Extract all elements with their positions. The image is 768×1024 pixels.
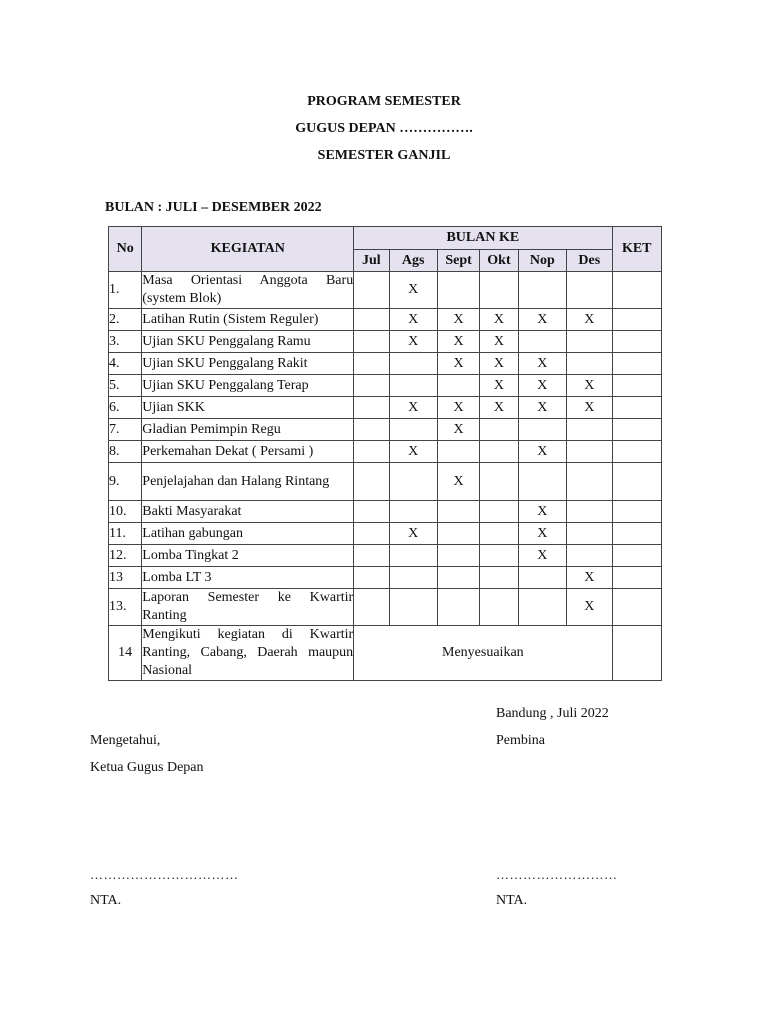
row-number: 10. bbox=[109, 501, 142, 523]
row-number: 3. bbox=[109, 331, 142, 353]
row-number: 5. bbox=[109, 375, 142, 397]
row-ket bbox=[612, 441, 662, 463]
row-activity: Bakti Masyarakat bbox=[142, 501, 354, 523]
row-activity: Latihan Rutin (Sistem Reguler) bbox=[142, 309, 354, 331]
month-cell bbox=[480, 589, 518, 626]
month-cell bbox=[518, 589, 566, 626]
month-cell: X bbox=[437, 353, 479, 375]
month-cell bbox=[567, 272, 612, 309]
month-cell bbox=[480, 501, 518, 523]
month-cell: X bbox=[389, 441, 437, 463]
month-cell bbox=[354, 353, 389, 375]
month-cell: X bbox=[480, 397, 518, 419]
month-cell bbox=[567, 545, 612, 567]
header-month: Sept bbox=[437, 250, 479, 272]
month-cell: X bbox=[518, 397, 566, 419]
month-cell bbox=[354, 375, 389, 397]
row-activity: Ujian SKK bbox=[142, 397, 354, 419]
row-activity: Perkemahan Dekat ( Persami ) bbox=[142, 441, 354, 463]
month-span-cell: Menyesuaikan bbox=[354, 626, 612, 681]
row-ket bbox=[612, 331, 662, 353]
month-cell: X bbox=[480, 375, 518, 397]
month-cell bbox=[354, 523, 389, 545]
month-cell bbox=[389, 353, 437, 375]
row-activity: Lomba Tingkat 2 bbox=[142, 545, 354, 567]
header-ket: KET bbox=[612, 227, 662, 272]
month-cell bbox=[389, 567, 437, 589]
month-cell: X bbox=[567, 397, 612, 419]
header-month: Ags bbox=[389, 250, 437, 272]
month-cell: X bbox=[518, 375, 566, 397]
month-cell: X bbox=[518, 501, 566, 523]
doc-title: PROGRAM SEMESTER bbox=[307, 94, 461, 109]
month-cell bbox=[480, 567, 518, 589]
header-month: Des bbox=[567, 250, 612, 272]
table-row bbox=[109, 375, 662, 397]
month-cell bbox=[389, 375, 437, 397]
month-cell bbox=[354, 272, 389, 309]
month-cell bbox=[437, 441, 479, 463]
month-cell: X bbox=[518, 523, 566, 545]
month-cell bbox=[354, 545, 389, 567]
row-number: 1. bbox=[109, 272, 142, 309]
pembina-label: Pembina bbox=[496, 733, 545, 748]
table-row bbox=[109, 545, 662, 567]
row-number: 11. bbox=[109, 523, 142, 545]
month-cell bbox=[567, 441, 612, 463]
row-activity: Masa Orientasi Anggota Baru (system Blok) bbox=[142, 272, 354, 309]
row-activity: Ujian SKU Penggalang Terap bbox=[142, 375, 354, 397]
doc-unit: GUGUS DEPAN ……………. bbox=[295, 121, 473, 136]
row-number: 13 bbox=[109, 567, 142, 589]
month-cell: X bbox=[437, 331, 479, 353]
month-cell: X bbox=[389, 309, 437, 331]
month-cell bbox=[518, 567, 566, 589]
month-cell: X bbox=[518, 441, 566, 463]
month-cell bbox=[567, 523, 612, 545]
left-signature-line: …………………………… bbox=[90, 867, 239, 882]
row-number: 14 bbox=[109, 626, 142, 681]
month-cell bbox=[389, 463, 437, 501]
row-number: 9. bbox=[109, 463, 142, 501]
month-cell bbox=[567, 331, 612, 353]
table-row bbox=[109, 463, 662, 501]
head-label: Ketua Gugus Depan bbox=[90, 760, 204, 775]
row-activity: Ujian SKU Penggalang Ramu bbox=[142, 331, 354, 353]
row-ket bbox=[612, 375, 662, 397]
month-cell: X bbox=[437, 397, 479, 419]
month-cell bbox=[389, 545, 437, 567]
month-cell: X bbox=[518, 545, 566, 567]
row-activity: Ujian SKU Penggalang Rakit bbox=[142, 353, 354, 375]
header-month: Nop bbox=[518, 250, 566, 272]
table-row bbox=[109, 331, 662, 353]
left-nta: NTA. bbox=[90, 893, 122, 908]
table-row bbox=[109, 589, 662, 626]
table-row bbox=[109, 441, 662, 463]
row-ket bbox=[612, 626, 662, 681]
row-activity: Penjelajahan dan Halang Rintang bbox=[142, 463, 354, 501]
month-cell: X bbox=[567, 375, 612, 397]
row-activity: Latihan gabungan bbox=[142, 523, 354, 545]
month-cell bbox=[518, 419, 566, 441]
row-ket bbox=[612, 463, 662, 501]
table-row bbox=[109, 567, 662, 589]
row-number: 6. bbox=[109, 397, 142, 419]
table-row bbox=[109, 626, 662, 681]
month-cell bbox=[480, 272, 518, 309]
month-cell bbox=[354, 463, 389, 501]
program-table bbox=[108, 226, 662, 681]
month-cell bbox=[437, 589, 479, 626]
row-number: 13. bbox=[109, 589, 142, 626]
month-cell bbox=[480, 523, 518, 545]
month-cell: X bbox=[518, 353, 566, 375]
row-ket bbox=[612, 501, 662, 523]
row-ket bbox=[612, 545, 662, 567]
month-cell bbox=[480, 463, 518, 501]
row-number: 7. bbox=[109, 419, 142, 441]
month-cell bbox=[354, 419, 389, 441]
month-cell: X bbox=[567, 589, 612, 626]
row-ket bbox=[612, 309, 662, 331]
row-ket bbox=[612, 353, 662, 375]
month-cell: X bbox=[437, 463, 479, 501]
right-nta: NTA. bbox=[496, 893, 528, 908]
row-ket bbox=[612, 419, 662, 441]
period-label: BULAN : JULI – DESEMBER 2022 bbox=[105, 200, 322, 215]
row-ket bbox=[612, 523, 662, 545]
month-cell bbox=[480, 419, 518, 441]
month-cell bbox=[518, 331, 566, 353]
month-cell: X bbox=[389, 272, 437, 309]
row-number: 8. bbox=[109, 441, 142, 463]
month-cell bbox=[567, 463, 612, 501]
header-month: Jul bbox=[354, 250, 389, 272]
table-row bbox=[109, 397, 662, 419]
row-activity: Mengikuti kegiatan di Kwartir Ranting, Cabang, Daerah maupun Nasional bbox=[142, 626, 354, 681]
month-cell bbox=[567, 501, 612, 523]
row-ket bbox=[612, 567, 662, 589]
month-cell bbox=[354, 501, 389, 523]
table-row bbox=[109, 523, 662, 545]
right-signature-line: ……………………… bbox=[496, 867, 618, 882]
month-cell bbox=[354, 309, 389, 331]
month-cell bbox=[437, 375, 479, 397]
month-cell: X bbox=[567, 309, 612, 331]
month-cell bbox=[567, 353, 612, 375]
month-cell bbox=[389, 501, 437, 523]
month-cell bbox=[437, 272, 479, 309]
month-cell: X bbox=[480, 331, 518, 353]
month-cell bbox=[354, 441, 389, 463]
row-ket bbox=[612, 589, 662, 626]
row-activity: Laporan Semester ke Kwartir Ranting bbox=[142, 589, 354, 626]
month-cell bbox=[518, 463, 566, 501]
month-cell bbox=[480, 545, 518, 567]
row-number: 2. bbox=[109, 309, 142, 331]
place-date: Bandung , Juli 2022 bbox=[496, 706, 609, 721]
table-row bbox=[109, 419, 662, 441]
month-cell: X bbox=[389, 331, 437, 353]
month-cell: X bbox=[437, 419, 479, 441]
month-cell: X bbox=[389, 523, 437, 545]
header-activity: KEGIATAN bbox=[142, 227, 354, 272]
row-ket bbox=[612, 272, 662, 309]
month-cell bbox=[354, 589, 389, 626]
row-number: 12. bbox=[109, 545, 142, 567]
month-cell: X bbox=[437, 309, 479, 331]
month-cell bbox=[354, 567, 389, 589]
month-cell bbox=[518, 272, 566, 309]
header-no: No bbox=[109, 227, 142, 272]
month-cell: X bbox=[480, 309, 518, 331]
table-row bbox=[109, 272, 662, 309]
row-ket bbox=[612, 397, 662, 419]
month-cell bbox=[389, 589, 437, 626]
month-cell bbox=[354, 331, 389, 353]
acknowledged-label: Mengetahui, bbox=[90, 733, 161, 748]
table-body bbox=[109, 272, 662, 681]
month-cell bbox=[480, 441, 518, 463]
month-cell bbox=[437, 545, 479, 567]
table-row bbox=[109, 353, 662, 375]
table-row bbox=[109, 309, 662, 331]
month-cell: X bbox=[518, 309, 566, 331]
row-number: 4. bbox=[109, 353, 142, 375]
month-cell bbox=[437, 523, 479, 545]
header-month: Okt bbox=[480, 250, 518, 272]
month-cell bbox=[389, 419, 437, 441]
month-cell: X bbox=[480, 353, 518, 375]
row-activity: Gladian Pemimpin Regu bbox=[142, 419, 354, 441]
row-activity: Lomba LT 3 bbox=[142, 567, 354, 589]
month-cell: X bbox=[389, 397, 437, 419]
month-cell bbox=[354, 397, 389, 419]
header-month-group: BULAN KE bbox=[354, 227, 612, 250]
doc-semester: SEMESTER GANJIL bbox=[317, 148, 451, 163]
table-row bbox=[109, 501, 662, 523]
month-cell bbox=[567, 419, 612, 441]
month-cell: X bbox=[567, 567, 612, 589]
month-cell bbox=[437, 501, 479, 523]
month-cell bbox=[437, 567, 479, 589]
